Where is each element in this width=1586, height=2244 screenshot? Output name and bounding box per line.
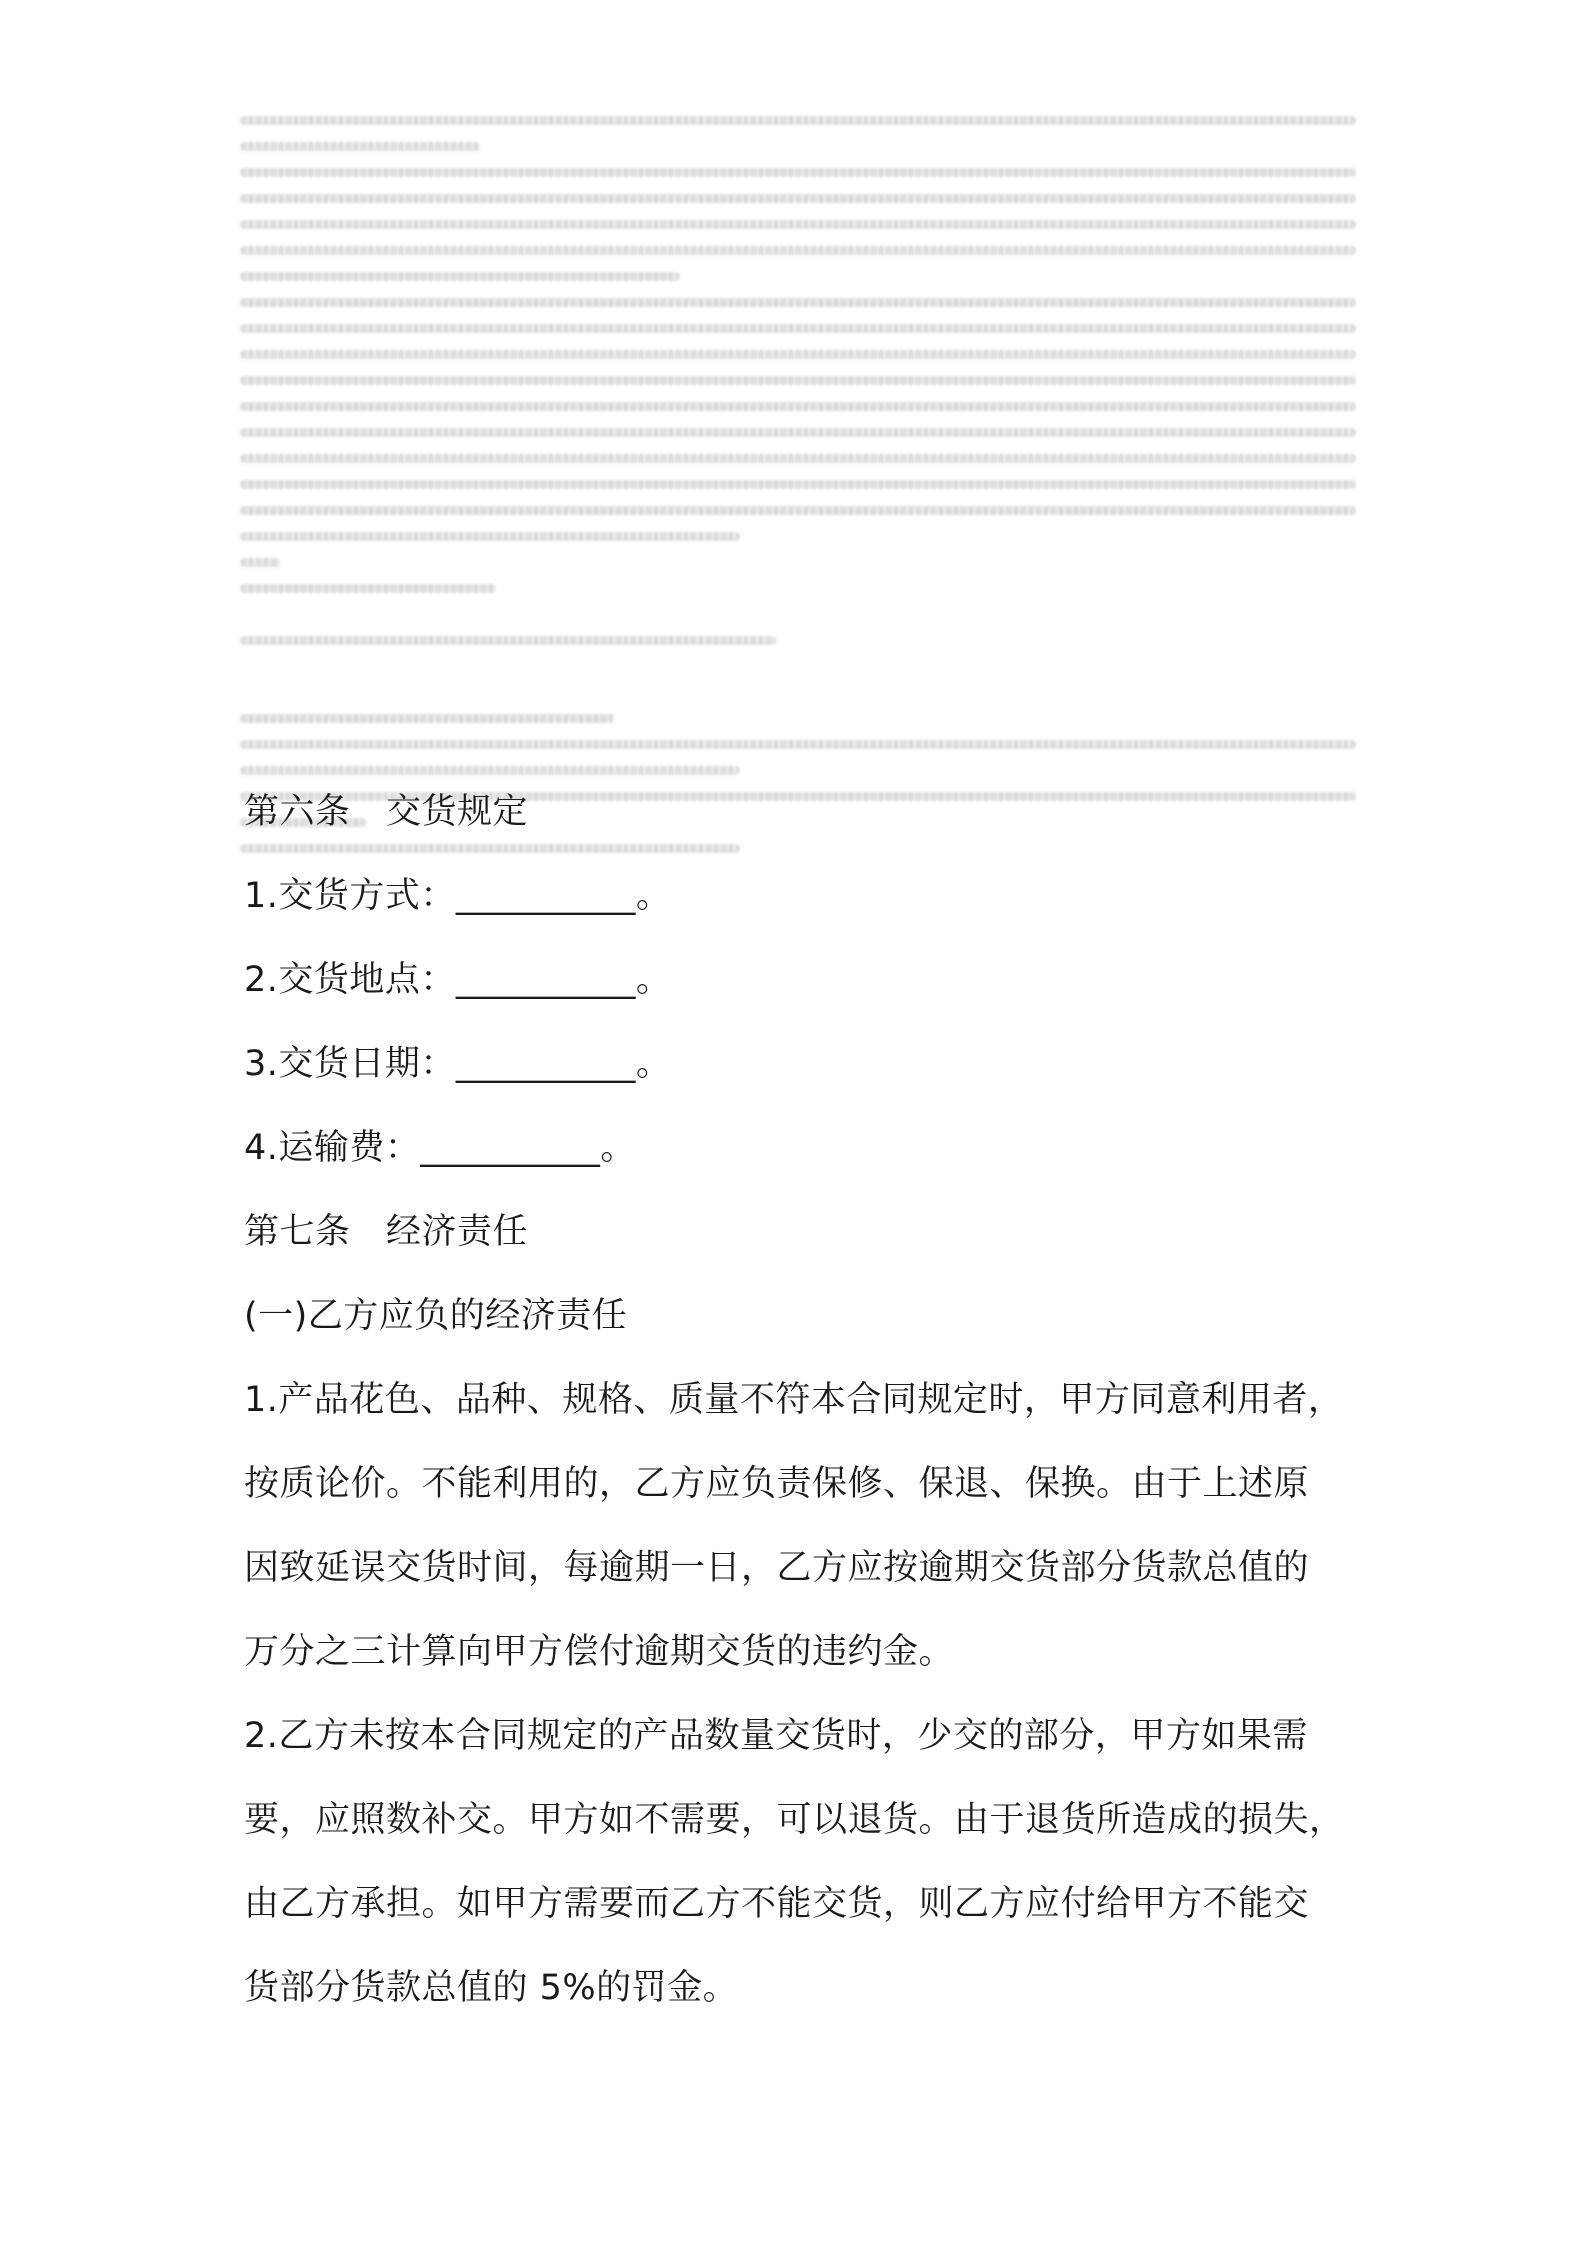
- paragraph-line: 要，应照数补交。甲方如不需要，可以退货。由于退货所造成的损失，: [244, 1800, 1345, 1840]
- blurred-line: [240, 506, 1356, 515]
- blurred-line: [240, 454, 1356, 463]
- paragraph-line: 1.产品花色、品种、规格、质量不符本合同规定时，甲方同意利用者，: [244, 1380, 1344, 1420]
- paragraph-line: 万分之三计算向甲方偿付逾期交货的违约金。: [244, 1632, 955, 1672]
- blurred-line: [240, 272, 680, 281]
- delivery-location-item: 2.交货地点：__________。: [244, 960, 672, 1000]
- contract-text: [244, 770, 1360, 2030]
- blurred-line: [240, 246, 1356, 255]
- blurred-line: [240, 584, 496, 593]
- blurred-line: [240, 480, 1356, 489]
- blurred-line: [240, 636, 776, 645]
- blurred-line: [240, 194, 1356, 203]
- clause-2-paragraph: [244, 1694, 1360, 2030]
- paragraph-line: 因致延误交货时间，每逾期一日，乙方应按逾期交货部分货款总值的: [244, 1548, 1310, 1588]
- blurred-line: [240, 168, 1356, 177]
- blurred-line: [240, 402, 1356, 411]
- blurred-line: [240, 324, 1356, 333]
- article-7-heading: 第七条 经济责任: [244, 1212, 529, 1252]
- blurred-line: [240, 142, 480, 151]
- article-7-subheading: (一)乙方应负的经济责任: [244, 1296, 628, 1336]
- shipping-fee-item: 4.运输费：__________。: [244, 1128, 636, 1168]
- blurred-line: [240, 116, 1356, 125]
- blurred-line: [240, 428, 1356, 437]
- blurred-line: [240, 740, 1356, 749]
- blurred-line: [240, 714, 614, 723]
- paragraph-line: 按质论价。不能利用的，乙方应负责保修、保退、保换。由于上述原: [244, 1464, 1310, 1504]
- blurred-line: [240, 220, 1356, 229]
- delivery-method-item: 1.交货方式：__________。: [244, 876, 672, 916]
- blurred-line: [240, 558, 280, 567]
- delivery-date-item: 3.交货日期：__________。: [244, 1044, 672, 1084]
- paragraph-line: 由乙方承担。如甲方需要而乙方不能交货，则乙方应付给甲方不能交: [244, 1884, 1310, 1924]
- blurred-line: [240, 532, 740, 541]
- blurred-line: [240, 350, 1356, 359]
- paragraph-line: 2.乙方未按本合同规定的产品数量交货时，少交的部分，甲方如果需: [244, 1716, 1308, 1756]
- article-6-heading: 第六条 交货规定: [244, 792, 529, 832]
- blurred-line: [240, 376, 1356, 385]
- blurred-line: [240, 298, 1356, 307]
- paragraph-line: 货部分货款总值的 5%的罚金。: [244, 1968, 739, 2008]
- clause-1-paragraph: [244, 1358, 1360, 1694]
